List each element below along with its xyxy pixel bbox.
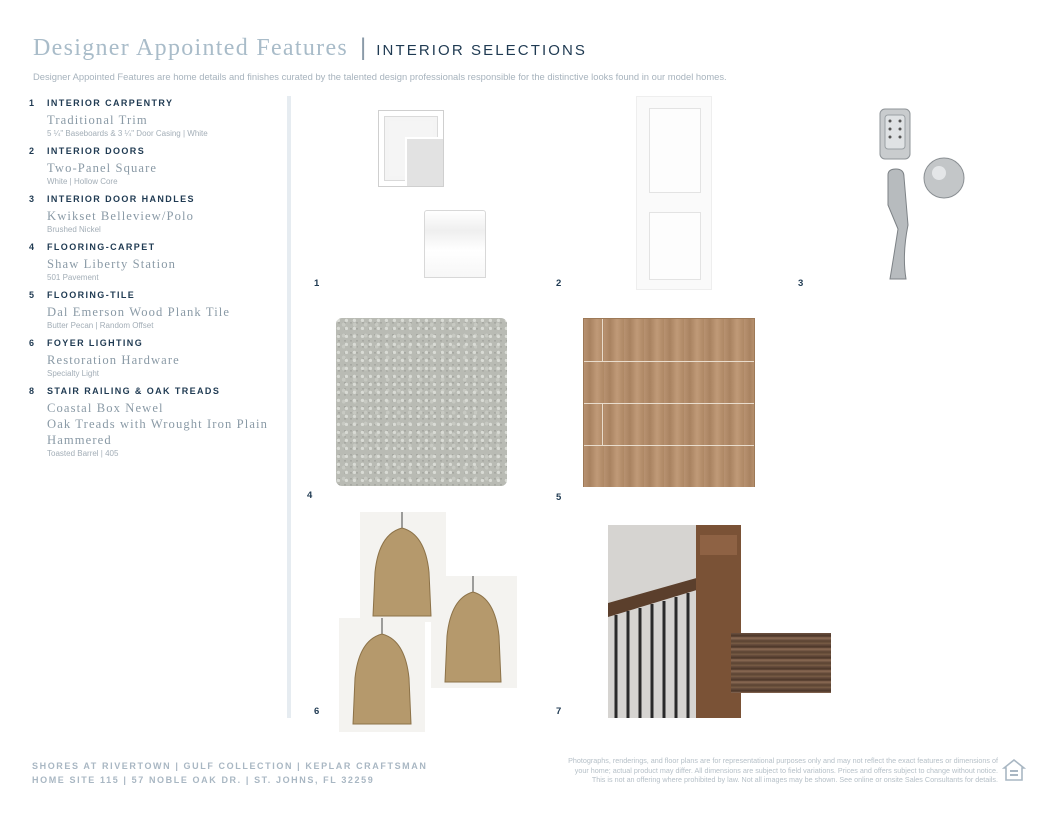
casing-trim-image bbox=[378, 110, 444, 187]
item-number: 8 bbox=[29, 386, 36, 396]
list-item bbox=[29, 386, 284, 458]
item-detail: White | Hollow Core bbox=[47, 177, 118, 186]
item-name: Dal Emerson Wood Plank Tile bbox=[47, 305, 231, 319]
stair-railing-image bbox=[608, 525, 741, 718]
header bbox=[33, 34, 1023, 82]
selections-list bbox=[29, 98, 284, 466]
item-name-line: Coastal Box Newel bbox=[47, 401, 164, 415]
list-item bbox=[29, 290, 284, 330]
item-category: STAIR RAILING & OAK TREADS bbox=[47, 386, 221, 396]
item-detail: Butter Pecan | Random Offset bbox=[47, 321, 154, 330]
door-image bbox=[636, 96, 712, 290]
list-item bbox=[29, 98, 284, 138]
list-item bbox=[29, 146, 284, 186]
item-category: INTERIOR DOORS bbox=[47, 146, 146, 156]
item-category: INTERIOR DOOR HANDLES bbox=[47, 194, 195, 204]
list-item bbox=[29, 242, 284, 282]
item-name: Restoration Hardware bbox=[47, 353, 180, 367]
equal-housing-opportunity-icon bbox=[1002, 758, 1026, 782]
item-number: 6 bbox=[29, 338, 36, 348]
item-category: FOYER LIGHTING bbox=[47, 338, 144, 348]
door-handle-image bbox=[878, 105, 968, 283]
item-detail: Specialty Light bbox=[47, 369, 100, 378]
item-detail: 501 Pavement bbox=[47, 273, 99, 282]
item-name: Two-Panel Square bbox=[47, 161, 158, 175]
image-label: 2 bbox=[556, 278, 562, 289]
oak-tread-swatch bbox=[731, 633, 831, 693]
image-label: 3 bbox=[798, 278, 804, 289]
title-row bbox=[33, 34, 1023, 62]
item-detail: Toasted Barrel | 405 bbox=[47, 449, 119, 458]
image-label: 6 bbox=[314, 706, 320, 717]
item-name: Shaw Liberty Station bbox=[47, 257, 177, 271]
item-name-line: Hammered bbox=[47, 433, 112, 447]
wood-tile-image bbox=[583, 318, 755, 487]
item-number: 2 bbox=[29, 146, 36, 156]
item-detail: Brushed Nickel bbox=[47, 225, 101, 234]
section-title: INTERIOR SELECTIONS bbox=[376, 42, 588, 59]
disclaimer-line: Photographs, renderings, and floor plans are for representational purposes only and may not reflect the exact features or dimensions of bbox=[568, 756, 998, 765]
item-name: Kwikset Belleview/Polo bbox=[47, 209, 194, 223]
baseboard-image bbox=[424, 210, 486, 278]
pendant-lights-image bbox=[339, 512, 519, 732]
page-title: Designer Appointed Features bbox=[33, 35, 349, 61]
image-label: 7 bbox=[556, 706, 562, 717]
image-label: 1 bbox=[314, 278, 320, 289]
title-separator: | bbox=[360, 34, 367, 61]
disclaimer-line: This is not an offering where prohibited by law. Not all images may be shown. See online or onsite Sales Consultants for details. bbox=[591, 775, 998, 784]
item-name-line: Oak Treads with Wrought Iron Plain bbox=[47, 417, 269, 431]
item-number: 5 bbox=[29, 290, 36, 300]
list-item bbox=[29, 194, 284, 234]
item-number: 1 bbox=[29, 98, 36, 108]
page-subtitle: Designer Appointed Features are home details and finishes curated by the talented design professionals responsible for the distinctive looks found in our model homes. bbox=[33, 71, 727, 82]
footer-community: SHORES AT RIVERTOWN | GULF COLLECTION | KEPLAR CRAFTSMAN bbox=[32, 761, 428, 771]
image-label: 4 bbox=[307, 490, 313, 501]
vertical-divider bbox=[287, 96, 291, 718]
image-label: 5 bbox=[556, 492, 562, 503]
footer-address bbox=[32, 759, 427, 787]
item-category: FLOORING-TILE bbox=[47, 290, 136, 300]
item-category: FLOORING-CARPET bbox=[47, 242, 156, 252]
item-detail: 5 ¼" Baseboards & 3 ¼" Door Casing | White bbox=[47, 129, 208, 138]
footer-homesite: HOME SITE 115 | 57 NOBLE OAK DR. | ST. JOHNS, FL 32259 bbox=[32, 775, 375, 785]
disclaimer-line: your home; actual product may differ. All dimensions are subject to field variations. Prices and offers subject to change without notice. bbox=[574, 765, 998, 775]
list-item bbox=[29, 338, 284, 378]
item-number: 3 bbox=[29, 194, 36, 204]
footer-disclaimer bbox=[523, 756, 998, 785]
item-name: Traditional Trim bbox=[47, 113, 148, 127]
carpet-image bbox=[336, 318, 507, 486]
item-number: 4 bbox=[29, 242, 36, 252]
item-category: INTERIOR CARPENTRY bbox=[47, 98, 174, 108]
